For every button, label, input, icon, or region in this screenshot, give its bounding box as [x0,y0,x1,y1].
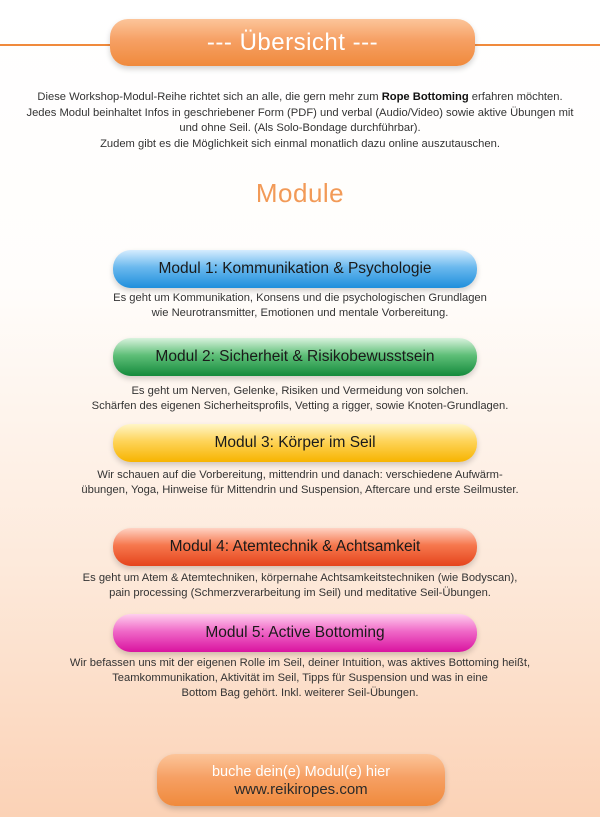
module-5-desc-line2: Teamkommunikation, Aktivität im Seil, Tipps für Suspension und was in eine [112,672,488,684]
module-4-desc-line1: Es geht um Atem & Atemtechniken, körpernahe Achtsamkeitstechniken (wie Bodyscan), [82,572,518,584]
module-5-desc-line1: Wir befassen uns mit der eigenen Rolle im Seil, deiner Intuition, was aktives Bottoming heißt, [69,657,531,669]
module-2-description [20,384,580,414]
module-5-desc-line3: Bottom Bag gehört. Inkl. weiterer Seil-Übungen. [181,687,419,699]
booking-cta-button[interactable] [157,754,445,806]
booking-cta-label: buche dein(e) Modul(e) hier [211,764,391,780]
intro-line4: Zudem gibt es die Möglichkeit sich einmal monatlich dazu online auszutauschen. [100,137,500,150]
module-2-desc-line2: Schärfen des eigenen Sicherheitsprofils, Vetting a rigger, sowie Knoten-Grundlagen. [91,400,509,412]
module-4-title: Modul 4: Atemtechnik & Achtsamkeit [113,528,477,566]
module-5-description [20,656,580,701]
module-4-desc-line2: pain processing (Schmerzverarbeitung im Seil) und meditative Seil-Übungen. [109,587,491,599]
module-1-desc-line2: wie Neurotransmitter, Emotionen und mentale Vorbereitung. [151,307,449,319]
module-3-desc-line2: übungen, Yoga, Hinweise für Mittendrin und Suspension, Aftercare und erste Seilmuster. [81,484,519,496]
intro-text [24,90,576,152]
module-1-desc-line1: Es geht um Kommunikation, Konsens und die psychologischen Grundlagen [113,292,487,304]
module-5-title: Modul 5: Active Bottoming [113,614,477,652]
module-3-description [20,468,580,498]
booking-cta-link[interactable]: www.reikiropes.com [234,781,368,798]
module-3-desc-line1: Wir schauen auf die Vorbereitung, mittendrin und danach: verschiedene Aufwärm- [97,469,503,481]
intro-highlight: Rope Bottoming [381,91,469,103]
module-3-title: Modul 3: Körper im Seil [113,424,477,462]
module-1-description [20,291,580,321]
module-2-desc-line1: Es geht um Nerven, Gelenke, Risiken und Vermeidung von solchen. [131,385,469,397]
intro-part2: erfahren möchten. Jedes Modul beinhaltet Infos in geschriebener Form (PDF) und verbal (Audio/Video) sowie aktive Übungen mit und ohne Seil. (Als Solo-Bondage durchführbar). [26,91,574,134]
module-2-title: Modul 2: Sicherheit & Risikobewusstsein [113,338,477,376]
module-4-description [20,571,580,601]
page-title: --- Übersicht --- [110,19,475,66]
intro-part1: Diese Workshop-Modul-Reihe richtet sich an alle, die gern mehr zum [37,91,382,103]
section-title-module: Module [255,178,345,208]
module-1-title: Modul 1: Kommunikation & Psychologie [113,250,477,288]
